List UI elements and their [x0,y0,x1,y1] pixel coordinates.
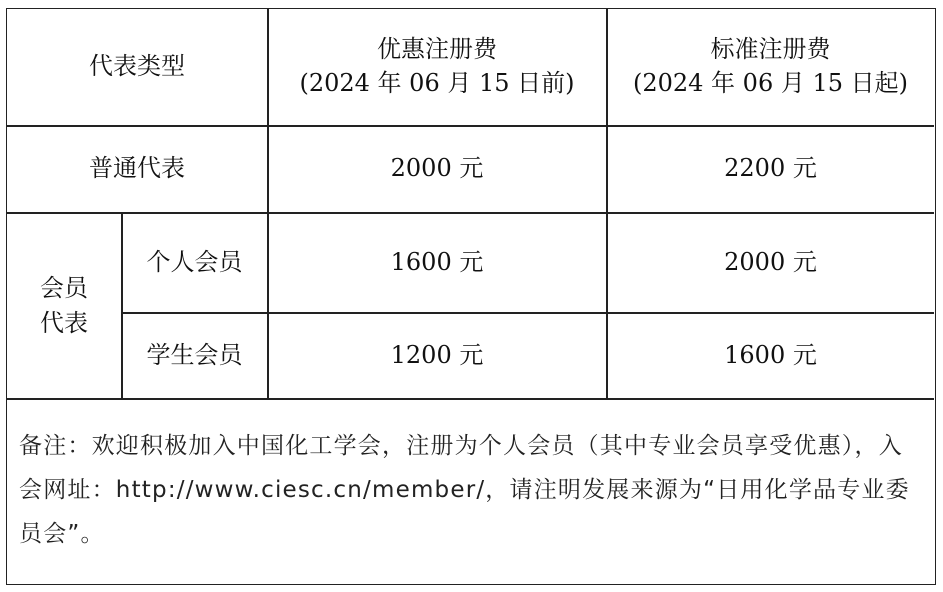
row-type-label: 个人会员 [146,247,243,276]
header-standard-date: (2024 年 06 月 15 日起) [632,69,909,97]
table-row-standard [607,313,934,398]
standard-fee: 1600 元 [724,340,817,369]
discount-fee: 2000 元 [390,154,484,183]
discount-fee: 1200 元 [390,340,484,369]
table-note: 备注：欢迎积极加入中国化工学会，注册为个人会员（其中专业会员享受优惠），入会网址：http://www.ciesc.cn/member/，请注明发展来源为“日用化学品专业委员会”。 [19,433,910,547]
table-row-standard [607,213,934,312]
header-type-label: 代表类型 [89,52,185,81]
member-group-label [7,213,121,398]
row-divider [7,398,934,400]
table-row-standard [607,126,934,212]
standard-fee: 2000 元 [724,247,817,276]
member-group-line2: 代表 [40,308,88,337]
header-discount-date: (2024 年 06 月 15 日前) [299,69,575,97]
member-group-line1: 会员 [40,273,88,302]
table-row-type [122,313,267,398]
row-type-label: 普通代表 [89,154,185,183]
header-type [7,9,267,125]
discount-fee: 1600 元 [390,247,484,276]
row-type-label: 学生会员 [146,340,243,369]
table-row-type [7,126,267,212]
registration-fee-table [6,8,936,585]
table-row-discount [268,126,606,212]
header-standard-title: 标准注册费 [710,35,831,64]
header-discount-title: 优惠注册费 [377,35,497,64]
table-row-type [122,213,267,312]
table-row-discount [268,213,606,312]
header-discount [268,9,606,125]
table-row-discount [268,313,606,398]
header-standard [607,9,934,125]
standard-fee: 2200 元 [724,154,817,183]
